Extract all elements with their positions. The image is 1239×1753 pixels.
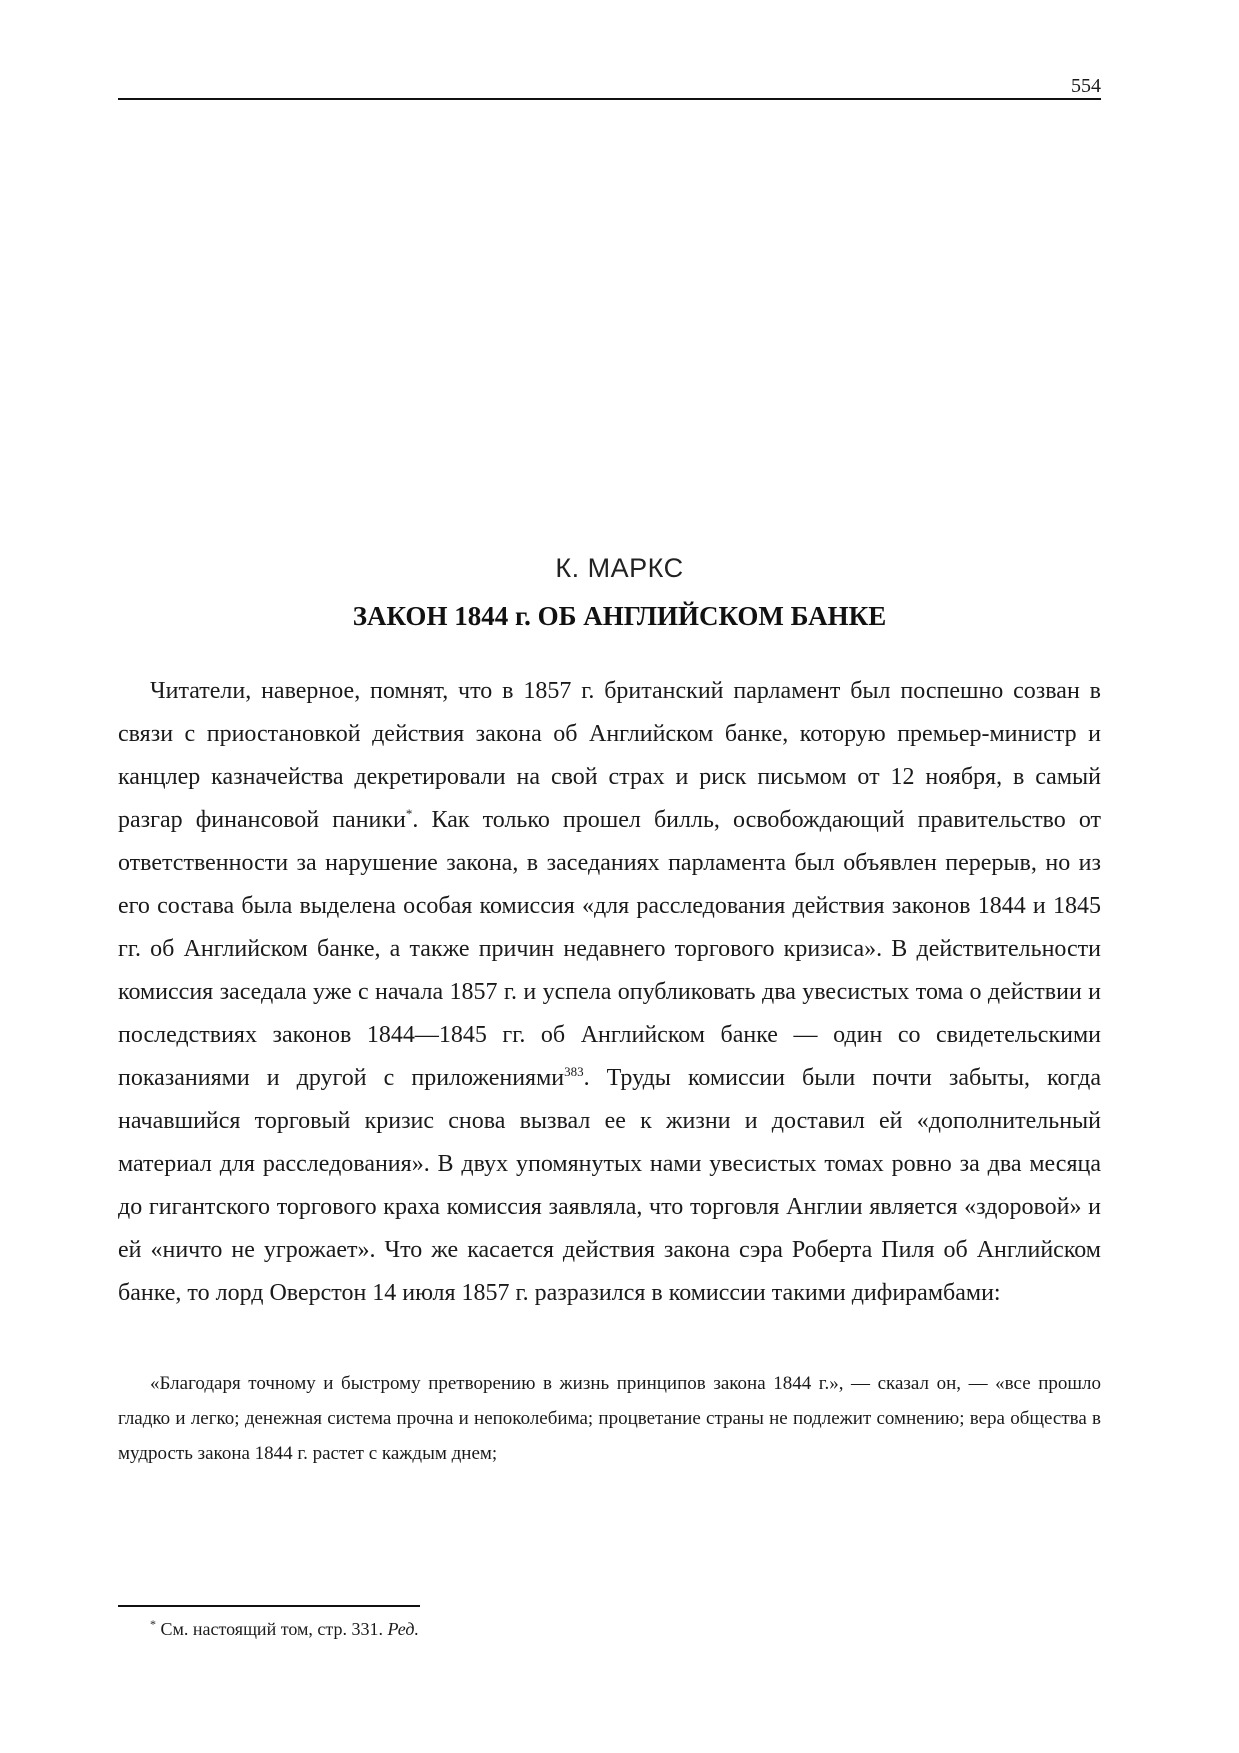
paragraph-text-part3: . Труды комиссии были почти забыты, когда начавшийся торговый кризис снова вызвал ее к жизни и доставил ей «дополнительный материал для расследования». В двух упомянутых нами увесистых томах ровно за два месяца до гигантского торгового краха комиссия заявляла, что торговля Англии является «здоровой» и ей «ничто не угрожает». Что же касается действия закона сэра Роберта Пиля об Английском банке, то лорд Оверстон 14 июля 1857 г. разразился в комиссии такими дифирамбами: xyxy=(118,1065,1102,1306)
footnote-marker: * xyxy=(405,806,413,821)
article-title: ЗАКОН 1844 г. ОБ АНГЛИЙСКОМ БАНКЕ xyxy=(352,601,887,631)
body-paragraph xyxy=(118,670,1101,1315)
paragraph-text-part1: Читатели, наверное, помнят, что в 1857 г. британский парламент был поспешно созван в связи с приостановкой действия закона об Английском банке, которую премьер-министр и канцлер казначейства декретировали на свой страх и риск письмом от 12 ноября, в самый разгар финансовой паники xyxy=(118,678,1101,833)
footnote-editor-abbr: Ред. xyxy=(387,1619,419,1639)
page-header xyxy=(118,74,1101,100)
footnote-divider xyxy=(118,1605,420,1607)
footnote xyxy=(150,1614,419,1644)
footnote-text: См. настоящий том, стр. 331. xyxy=(156,1619,388,1639)
page-number: 554 xyxy=(1071,75,1101,97)
endnote-reference: 383 xyxy=(564,1064,584,1079)
paragraph-text-part2: . Как только прошел билль, освобождающий правительство от ответственности за нарушение закона, в заседаниях парламента был объявлен перерыв, но из его состава была выделена особая комиссия «для расследования действия законов 1844 и 1845 гг. об Английском банке, а также причин недавнего торгового кризиса». В действительности комиссия заседала уже с начала 1857 г. и успела опубликовать два увесистых тома о действии и последствиях законов 1844—1845 гг. об Английском банке — один со свидетельскими показаниями и другой с приложениями xyxy=(118,807,1101,1091)
block-quote: «Благодаря точному и быстрому претворению в жизнь принципов закона 1844 г.», — сказал он, — «все прошло гладко и легко; денежная система прочна и непоколебима; процветание страны не подлежит сомнению; вера общества в мудрость закона 1844 г. растет с каждым днем; xyxy=(118,1373,1101,1464)
footnote-marker-ref: * xyxy=(150,1617,156,1631)
author-name: К. МАРКС xyxy=(555,553,684,583)
